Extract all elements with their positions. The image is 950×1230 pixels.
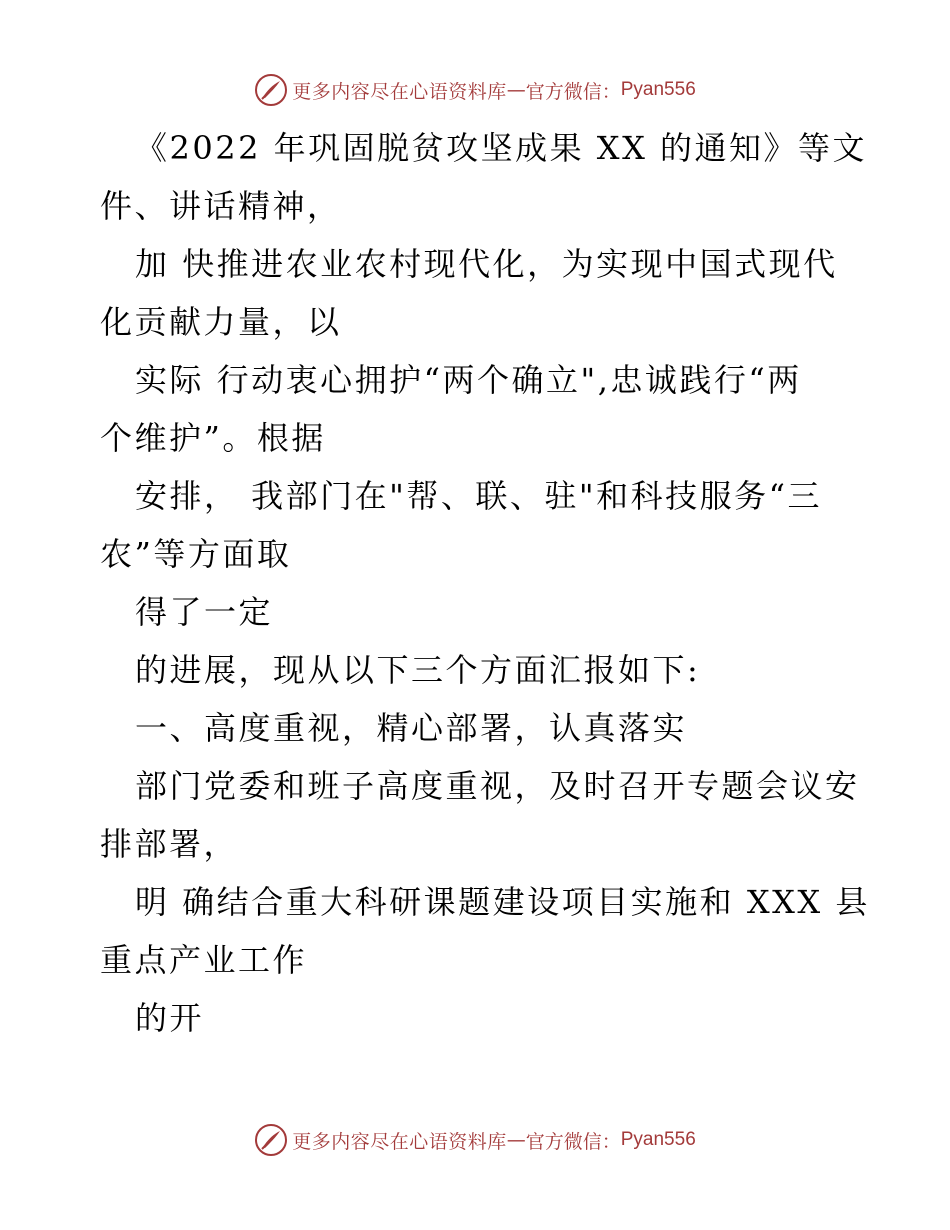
footer-watermark [0,1120,950,1160]
body-line-7: 安排， 我部门在"帮、联、驻"和科技服务“三 [135,477,822,515]
watermark-brand-text: 更多内容尽在心语资料库 [292,1130,507,1153]
watermark-wechat-id: Pyan556 [620,1129,696,1150]
quill-pen-logo-icon [254,1123,288,1157]
header-watermark [0,70,950,110]
section-heading-1: 一、高度重视，精心部署，认真落实 [135,709,688,747]
body-line-6: 个维护”。根据 [100,419,326,457]
watermark-wechat-label: 官方微信： [525,80,621,103]
body-line-13: 排部署， [100,825,239,863]
body-line-8: 农”等方面取 [100,535,292,573]
body-line-15: 重点产业工作 [100,941,308,979]
body-line-2: 件、讲话精神， [100,187,342,225]
quill-pen-logo-icon [254,73,288,107]
body-line-16: 的开 [135,999,205,1037]
body-line-1: 《2022 年巩固脱贫攻坚成果 XX 的通知》等文 [135,129,868,167]
watermark-brand-text: 更多内容尽在心语资料库 [292,80,507,103]
body-line-14: 明 确结合重大科研课题建设项目实施和 XXX 县 [135,883,870,921]
watermark-dash: — [506,1129,526,1151]
body-line-5: 实际 行动衷心拥护“两个确立",忠诚践行“两 [135,361,802,399]
watermark-wechat-id: Pyan556 [620,79,696,100]
watermark-dash: — [506,79,526,101]
body-line-4: 化贡献力量，以 [100,303,342,341]
body-line-12: 部门党委和班子高度重视，及时召开专题会议安 [135,767,860,805]
body-line-3: 加 快推进农业农村现代化，为实现中国式现代 [135,245,838,283]
body-line-10: 的进展，现从以下三个方面汇报如下: [135,651,701,689]
body-line-9: 得了一定 [135,593,274,631]
watermark-wechat-label: 官方微信： [525,1130,621,1153]
